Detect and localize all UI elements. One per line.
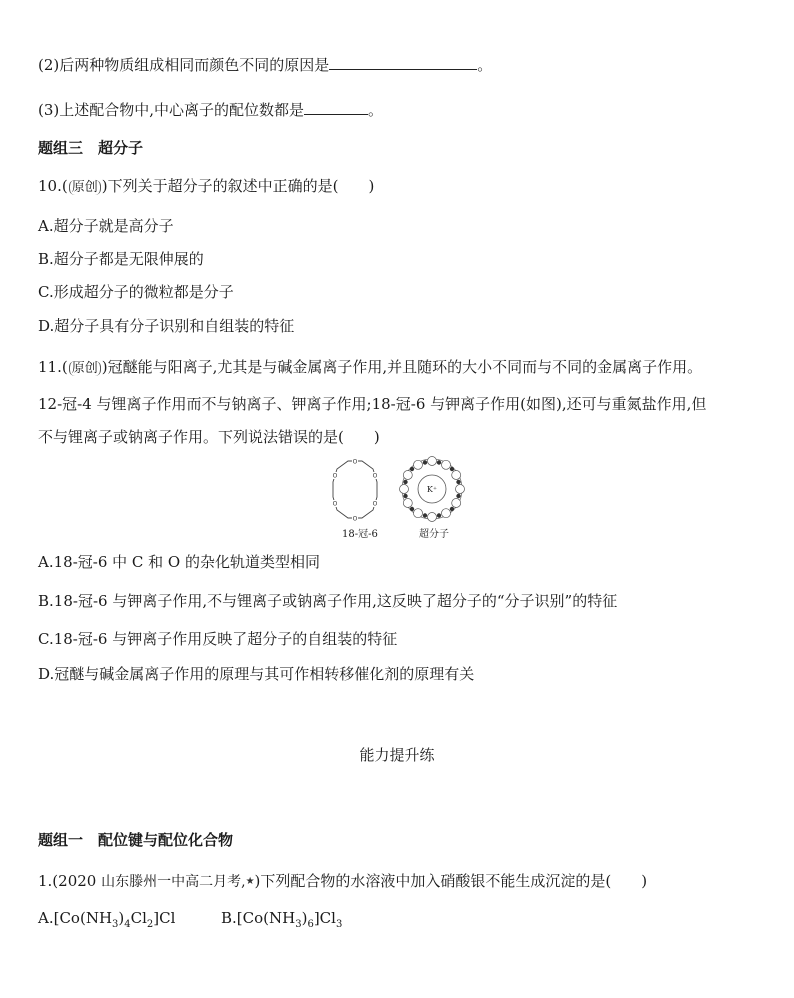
crown-ether-figure bbox=[325, 455, 473, 543]
q11-stem-line2: 12-冠-4 与锂离子作用而不与钠离子、钾离子作用;18-冠-6 与钾离子作用(如图),还可与重氮盐作用,但 bbox=[38, 395, 707, 413]
q10-stem-text: )下列关于超分子的叙述中正确的是( ) bbox=[101, 177, 375, 195]
q1-option-a-sub: 4 bbox=[124, 919, 131, 930]
q1-option-b-sub: 3 bbox=[295, 919, 302, 930]
q11-option-b: B.18-冠-6 与钾离子作用,不与锂离子或钠离子作用,这反映了超分子的“分子识别”的特征 bbox=[38, 592, 618, 610]
q9-part2-end: 。 bbox=[477, 56, 493, 74]
q1-option-b-part: B.[Co(NH bbox=[221, 909, 296, 927]
q11-original-tag: 原创 bbox=[69, 361, 101, 376]
q1-source: 山东滕州一中高二月考, bbox=[101, 874, 246, 890]
q11-option-a: A.18-冠-6 中 C 和 O 的杂化轨道类型相同 bbox=[38, 553, 320, 571]
q1-option-b-part: ]Cl bbox=[313, 909, 336, 927]
q1-option-a bbox=[38, 909, 176, 930]
q1-option-a-part: Cl bbox=[130, 909, 147, 927]
supramolecule-model bbox=[400, 457, 465, 522]
figure-label-supramolecule: 超分子 bbox=[419, 529, 449, 540]
q9-part3-text: (3)上述配合物中,中心离子的配位数都是 bbox=[38, 101, 305, 119]
group3-title: 题组三 超分子 bbox=[38, 139, 144, 157]
crown-ether-ring bbox=[333, 458, 377, 518]
q1-option-a-part: A.[Co(NH bbox=[38, 909, 113, 927]
q9-part2-answer-blank[interactable] bbox=[329, 55, 477, 70]
difficulty-star-icon: ★ bbox=[245, 876, 255, 887]
q10-option-d: D.超分子具有分子识别和自组装的特征 bbox=[38, 317, 295, 335]
q11-option-c: C.18-冠-6 与钾离子作用反映了超分子的自组装的特征 bbox=[38, 630, 398, 648]
q9-part2 bbox=[38, 55, 492, 75]
q9-part3-answer-blank[interactable] bbox=[304, 100, 368, 115]
figure-label-crown-ether: 18-冠-6 bbox=[342, 529, 378, 540]
q9-part3 bbox=[38, 100, 383, 120]
q1-option-b-part: ) bbox=[301, 909, 308, 927]
section-title: 能力提升练 bbox=[359, 746, 435, 764]
q10-number: 10.( bbox=[38, 177, 68, 195]
q1-stem-text: )下列配合物的水溶液中加入硝酸银不能生成沉淀的是( ) bbox=[254, 872, 648, 890]
oxygen-atom: O bbox=[372, 500, 378, 508]
q1-number: 1.(2020 bbox=[38, 872, 97, 890]
q10-option-a: A.超分子就是高分子 bbox=[38, 217, 174, 235]
oxygen-atom: O bbox=[332, 500, 338, 508]
q1-stem bbox=[38, 871, 647, 892]
oxygen-atom: O bbox=[332, 472, 338, 480]
q11-stem-line3: 不与锂离子或钠离子作用。下列说法错误的是( ) bbox=[38, 428, 380, 446]
oxygen-atom: O bbox=[372, 472, 378, 480]
oxygen-atom: O bbox=[352, 458, 358, 466]
q11-stem-line1-text: )冠醚能与阳离子,尤其是与碱金属离子作用,并且随环的大小不同而与不同的金属离子作用。 bbox=[101, 358, 703, 376]
q1-option-b-sub: 3 bbox=[335, 919, 343, 930]
q10-original-tag: 原创 bbox=[69, 180, 101, 195]
group1-title: 题组一 配位键与配位化合物 bbox=[38, 831, 234, 849]
q10-option-b: B.超分子都是无限伸展的 bbox=[38, 250, 204, 268]
q9-part3-end: 。 bbox=[368, 101, 384, 119]
q11-option-d: D.冠醚与碱金属离子作用的原理与其可作相转移催化剂的原理有关 bbox=[38, 665, 475, 683]
q1-option-b bbox=[221, 909, 343, 930]
q11-number: 11.( bbox=[38, 358, 68, 376]
oxygen-atom: O bbox=[352, 515, 358, 523]
q1-option-a-part: ]Cl bbox=[153, 909, 176, 927]
q10-option-c: C.形成超分子的微粒都是分子 bbox=[38, 283, 234, 301]
q1-option-b-sub: 6 bbox=[307, 919, 314, 930]
q1-options bbox=[38, 908, 342, 935]
q1-option-a-sub: 3 bbox=[112, 919, 119, 930]
potassium-ion-label: K⁺ bbox=[426, 485, 438, 494]
q1-option-a-sub: 2 bbox=[146, 919, 154, 930]
q11-stem-line1 bbox=[38, 357, 702, 377]
q9-part2-text: (2)后两种物质组成相同而颜色不同的原因是 bbox=[38, 56, 330, 74]
q10-stem bbox=[38, 176, 374, 196]
q1-option-a-part: ) bbox=[118, 909, 125, 927]
